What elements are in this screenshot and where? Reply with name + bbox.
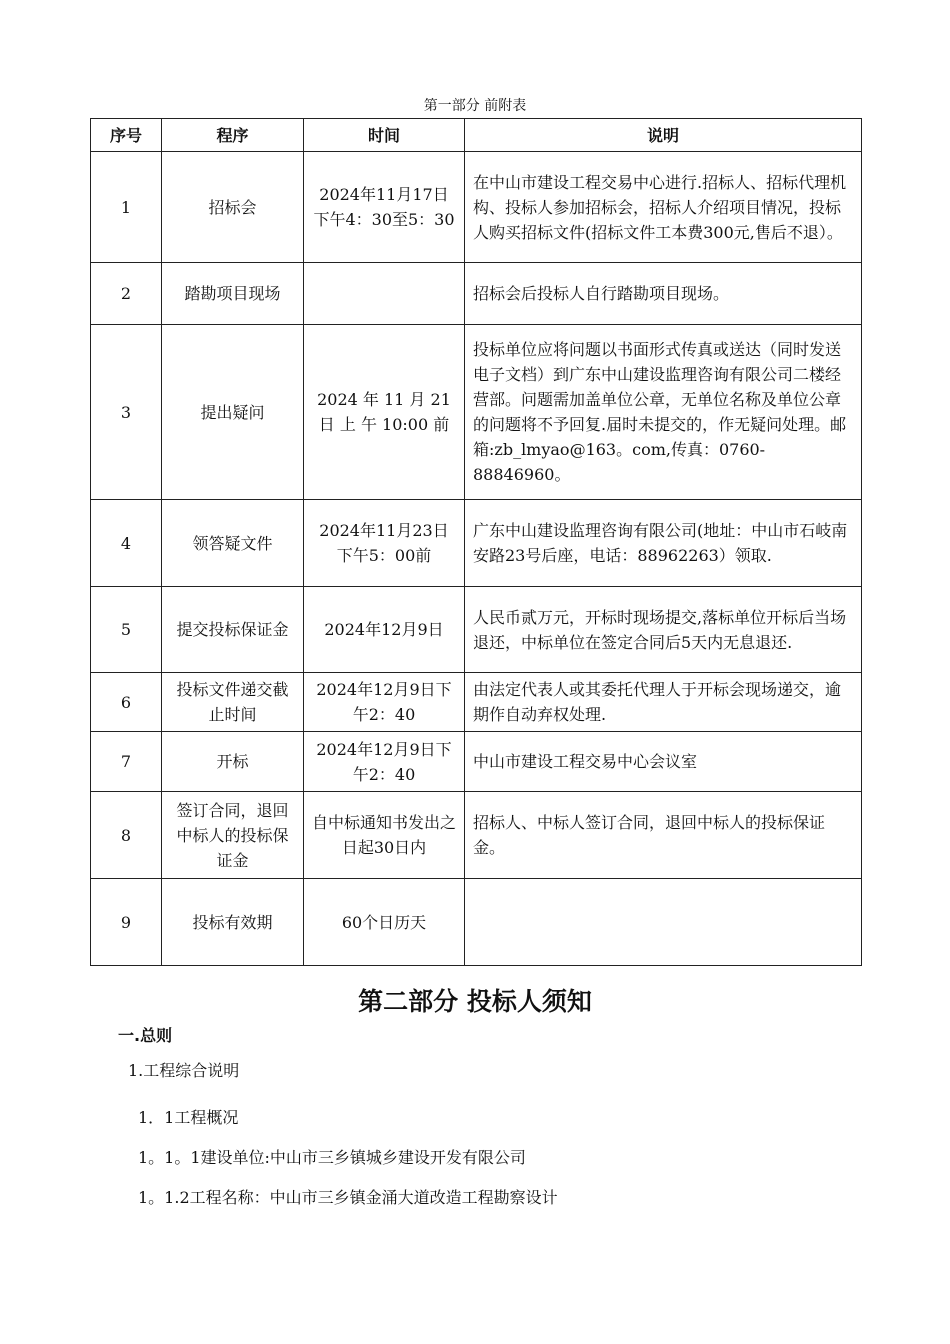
row-procedure: 提出疑问 <box>162 325 304 500</box>
header-procedure: 程序 <box>162 119 304 152</box>
row-procedure: 招标会 <box>162 152 304 263</box>
table-caption: 第一部分 前附表 <box>423 98 527 114</box>
table-row <box>91 263 862 325</box>
table-row <box>91 500 862 587</box>
row-description: 招标会后投标人自行踏勘项目现场。 <box>465 263 862 325</box>
row-description <box>465 879 862 966</box>
table-row <box>91 732 862 792</box>
section-heading: 一.总则 <box>118 1026 173 1045</box>
row-no: 7 <box>91 732 162 792</box>
row-procedure: 签订合同，退回中标人的投标保证金 <box>162 792 304 879</box>
body-line: 1.工程综合说明 <box>128 1061 240 1080</box>
table-row <box>91 152 862 263</box>
row-procedure: 投标文件递交截止时间 <box>162 673 304 732</box>
body-line: 1。1.2工程名称：中山市三乡镇金涌大道改造工程勘察设计 <box>138 1188 558 1207</box>
row-procedure: 踏勘项目现场 <box>162 263 304 325</box>
row-no: 9 <box>91 879 162 966</box>
row-time: 60个日历天 <box>304 879 465 966</box>
row-no: 4 <box>91 500 162 587</box>
body-line: 1．1工程概况 <box>138 1108 239 1127</box>
row-no: 1 <box>91 152 162 263</box>
row-description: 广东中山建设监理咨询有限公司(地址：中山市石岐南安路23号后座，电话：88962263）领取. <box>465 500 862 587</box>
table-header-row <box>91 119 862 152</box>
header-no: 序号 <box>91 119 162 152</box>
row-description: 投标单位应将问题以书面形式传真或送达（同时发送电子文档）到广东中山建设监理咨询有限公司二楼经营部。问题需加盖单位公章，无单位名称及单位公章的问题将不予回复.届时未提交的，作无疑问处理。邮箱:zb_lmyao@163。com,传真：0760-88846960。 <box>465 325 862 500</box>
row-time: 2024年11月17日下午4：30至5：30 <box>304 152 465 263</box>
row-time: 2024年12月9日下午2：40 <box>304 673 465 732</box>
row-description: 由法定代表人或其委托代理人于开标会现场递交，逾期作自动弃权处理. <box>465 673 862 732</box>
row-no: 5 <box>91 587 162 673</box>
row-time: 2024年12月9日 <box>304 587 465 673</box>
pre-attached-table <box>90 118 862 966</box>
table-row <box>91 587 862 673</box>
header-description: 说明 <box>465 119 862 152</box>
row-time <box>304 263 465 325</box>
row-procedure: 投标有效期 <box>162 879 304 966</box>
row-time: 2024 年 11 月 21 日 上 午 10:00 前 <box>304 325 465 500</box>
table-row <box>91 792 862 879</box>
row-time: 2024年11月23日下午5：00前 <box>304 500 465 587</box>
header-time: 时间 <box>304 119 465 152</box>
table-row <box>91 673 862 732</box>
row-no: 8 <box>91 792 162 879</box>
body-line: 1。1。1建设单位:中山市三乡镇城乡建设开发有限公司 <box>138 1148 526 1167</box>
row-time: 自中标通知书发出之日起30日内 <box>304 792 465 879</box>
part-two-heading: 第二部分 投标人须知 <box>358 987 592 1016</box>
row-procedure: 领答疑文件 <box>162 500 304 587</box>
row-time: 2024年12月9日下午2：40 <box>304 732 465 792</box>
row-no: 6 <box>91 673 162 732</box>
row-description: 中山市建设工程交易中心会议室 <box>465 732 862 792</box>
row-description: 人民币贰万元，开标时现场提交,落标单位开标后当场退还，中标单位在签定合同后5天内无息退还. <box>465 587 862 673</box>
row-no: 2 <box>91 263 162 325</box>
row-procedure: 开标 <box>162 732 304 792</box>
table-row <box>91 325 862 500</box>
row-description: 招标人、中标人签订合同，退回中标人的投标保证金。 <box>465 792 862 879</box>
row-no: 3 <box>91 325 162 500</box>
row-description: 在中山市建设工程交易中心进行.招标人、招标代理机构、投标人参加招标会，招标人介绍项目情况，投标人购买招标文件(招标文件工本费300元,售后不退）。 <box>465 152 862 263</box>
table-row <box>91 879 862 966</box>
row-procedure: 提交投标保证金 <box>162 587 304 673</box>
